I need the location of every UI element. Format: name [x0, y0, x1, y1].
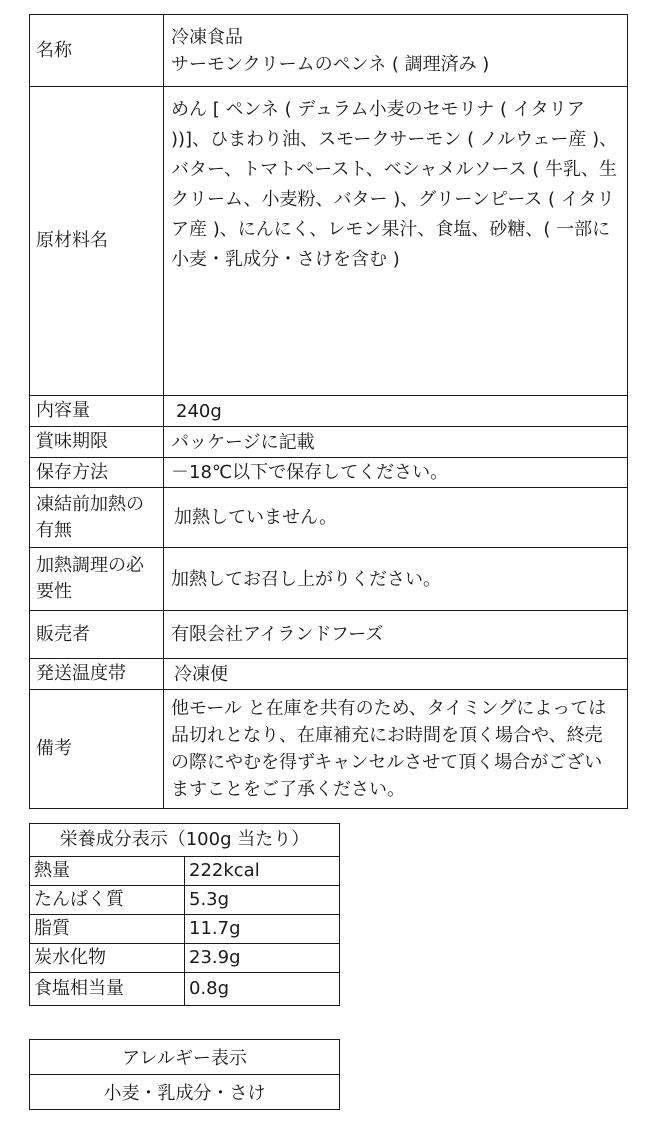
label-cooking: 加熱調理の必要性: [30, 548, 164, 611]
value-seller: 有限会社アイランドフーズ: [164, 611, 628, 659]
nutrition-label-salt: 食塩相当量: [30, 973, 185, 1006]
nutrition-row: [30, 886, 340, 915]
info-row-preheat: [30, 488, 628, 548]
value-storage: －18℃以下で保存してください。: [164, 458, 628, 488]
info-row-seller: [30, 611, 628, 659]
value-ingredients: めん [ ペンネ ( デュラム小麦のセモリナ ( イタリア ))]、ひまわり油、スモークサーモン ( ノルウェー産 )、バター、トマトペースト、ベシャメルソース ( 牛乳、生クリーム、小麦粉、バター )、グリーンピース ( イタリア産 )、にんにく、レモン果汁、食塩、砂糖、( 一部に小麦・乳成分・さけを含む ): [164, 87, 628, 396]
nutrition-row: [30, 915, 340, 944]
label-shipping-temp: 発送温度帯: [30, 659, 164, 690]
allergy-table: [29, 1039, 340, 1110]
allergy-header-row: [30, 1040, 340, 1075]
label-best-before: 賞味期限: [30, 427, 164, 458]
value-preheat: 加熱していません。: [164, 488, 628, 548]
value-notes: 他モール と在庫を共有のため、タイミングによっては品切れとなり、在庫補充にお時間を頂く場合や、終売の際にやむを得ずキャンセルさせて頂く場合がございますことをご了承ください。: [164, 690, 628, 809]
product-info-table: [29, 14, 628, 809]
value-name-text: 冷凍食品 サーモンクリームのペンネ ( 調理済み ): [171, 26, 490, 75]
nutrition-row: [30, 973, 340, 1006]
nutrition-label-fat: 脂質: [30, 915, 185, 944]
nutrition-label-protein: たんぱく質: [30, 886, 185, 915]
nutrition-header-row: [30, 824, 340, 857]
label-seller: 販売者: [30, 611, 164, 659]
value-shipping-temp: 冷凍便: [164, 659, 628, 690]
info-row-content: [30, 396, 628, 427]
nutrition-value-salt: 0.8g: [185, 973, 340, 1006]
info-row-ingredients: [30, 87, 628, 396]
nutrition-title: 栄養成分表示（100g 当たり）: [30, 824, 340, 857]
allergy-value: 小麦・乳成分・さけ: [30, 1075, 340, 1110]
info-row-name: [30, 15, 628, 87]
nutrition-label-energy: 熱量: [30, 857, 185, 886]
nutrition-row: [30, 944, 340, 973]
info-row-notes: [30, 690, 628, 809]
value-best-before: パッケージに記載: [164, 427, 628, 458]
nutrition-value-fat: 11.7g: [185, 915, 340, 944]
label-ingredients: 原材料名: [30, 87, 164, 396]
nutrition-table: [29, 823, 340, 1006]
nutrition-value-energy: 222kcal: [185, 857, 340, 886]
value-content: 240g: [164, 396, 628, 427]
value-cooking: 加熱してお召し上がりください。: [164, 548, 628, 611]
nutrition-value-carbohydrate: 23.9g: [185, 944, 340, 973]
info-row-cooking: [30, 548, 628, 611]
info-row-storage: [30, 458, 628, 488]
value-name: [164, 15, 628, 87]
allergy-value-row: [30, 1075, 340, 1110]
info-row-best-before: [30, 427, 628, 458]
allergy-title: アレルギー表示: [30, 1040, 340, 1075]
label-content: 内容量: [30, 396, 164, 427]
label-notes: 備考: [30, 690, 164, 809]
info-row-shipping-temp: [30, 659, 628, 690]
nutrition-row: [30, 857, 340, 886]
label-name: 名称: [30, 15, 164, 87]
nutrition-value-protein: 5.3g: [185, 886, 340, 915]
label-preheat: 凍結前加熱の有無: [30, 488, 164, 548]
label-storage: 保存方法: [30, 458, 164, 488]
nutrition-label-carbohydrate: 炭水化物: [30, 944, 185, 973]
